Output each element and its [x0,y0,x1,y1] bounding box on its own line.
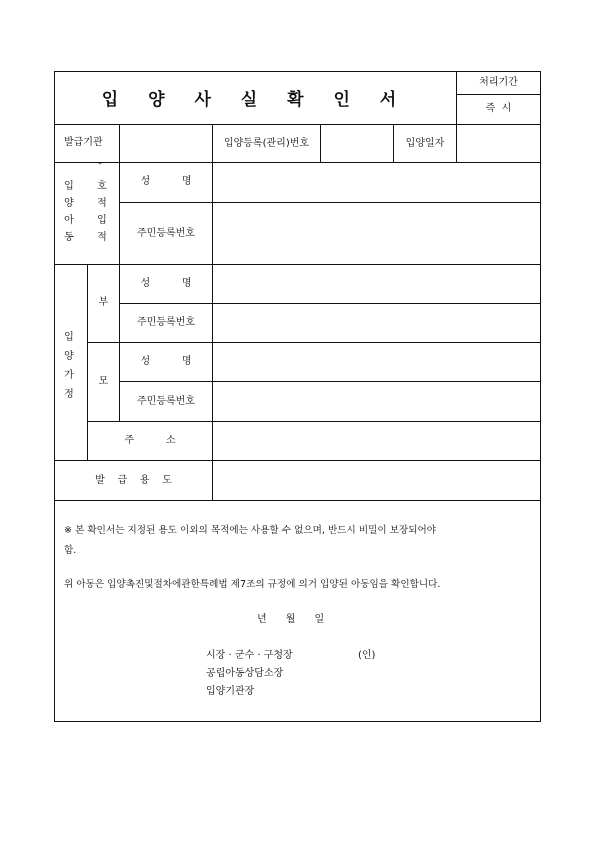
signatory-adoption-agency: 입양기관장 [206,686,255,697]
dash-mark: – [98,159,102,168]
family-side-label: 입 양 가 정 [64,332,74,400]
child-name-label: 성 명 [140,176,192,187]
confidentiality-note-cont: 함. [64,545,77,556]
confirmation-statement: 위 아동은 입양촉진및절차에관한특례법 제7조의 규정에 의거 입양된 아동임을 확인합니다. [64,579,441,590]
confidentiality-note: ※ 본 확인서는 지정된 용도 이외의 목적에는 사용할 수 없으며, 반드시 비밀이 보장되어야 [64,525,437,536]
issuer-field[interactable] [120,125,212,162]
child-side-label-col1: 입 양 아 동 [64,181,74,243]
father-name-label: 성 명 [140,277,192,289]
mother-name-label: 성 명 [140,356,192,367]
date-line: 년 월 일 [257,614,325,625]
document-title: 입 양 사 실 확 인 서 [101,90,409,110]
adoption-registration-number-field[interactable] [321,125,393,162]
issuer-label: 발급기관 [64,137,103,148]
seal-mark: (인) [358,650,376,661]
child-rrn-label: 주민등록번호 [137,227,195,239]
signatory-mayor: 시장 · 군수 · 구청장 [206,650,293,661]
row-divider [54,500,541,501]
mother-rrn-label: 주민등록번호 [137,395,195,407]
address-label: 주 소 [124,435,176,446]
processing-period-value: 즉 시 [485,103,512,114]
processing-period-label: 처리기간 [479,76,518,88]
adoption-registration-number-label: 입양등록(관리)번호 [223,137,310,149]
father-rrn-label: 주민등록번호 [137,317,195,328]
adoption-date-field[interactable] [457,125,541,162]
father-label: 부 [98,297,109,308]
child-side-label-col2: 호 적 입 적 [97,181,107,243]
mother-label: 모 [98,376,109,387]
purpose-label: 발 급 용 도 [95,474,172,486]
col-divider [212,162,213,500]
signatory-counseling-center: 공립아동상담소장 [206,668,284,679]
adoption-date-label: 입양일자 [405,137,445,149]
